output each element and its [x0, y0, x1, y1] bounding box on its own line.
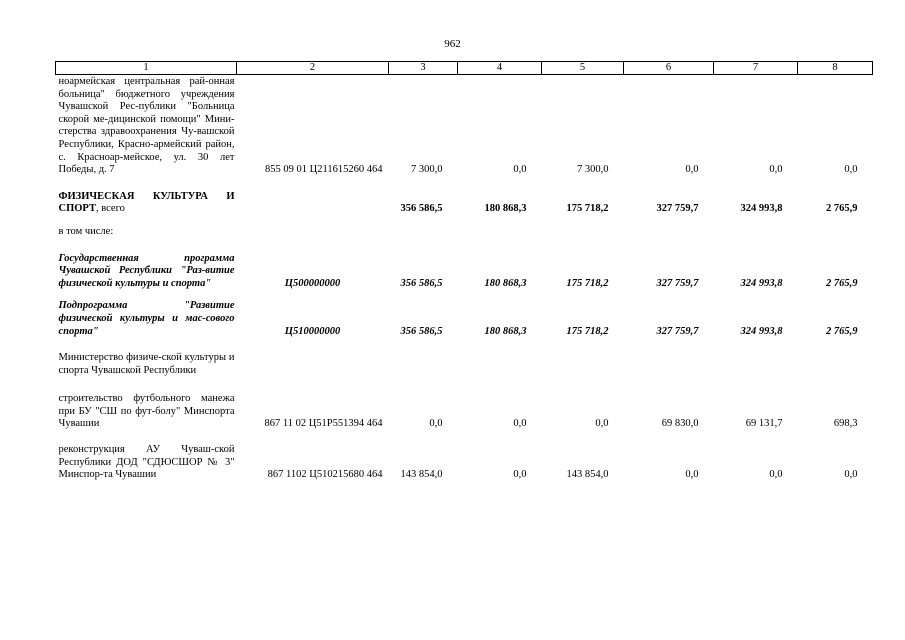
column-header: 2 — [237, 62, 389, 75]
column-header: 1 — [56, 62, 237, 75]
row-value: 175 718,2 — [566, 203, 609, 215]
row-name: строительство футбольного манежа при БУ "СШ по фут-болу" Минспорта Чувашии — [58, 393, 235, 430]
row-code: 867 11 02 Ц51Р551394 464 — [264, 418, 383, 430]
row-name: Государственная программа Чувашской Республики "Раз-витие физической культуры и спорта" — [58, 252, 235, 289]
row-value: 0,0 — [844, 164, 858, 176]
table-row — [56, 253, 873, 291]
row-name: реконструкция АУ Чуваш-ской Республики ДОД "СДЮСШОР № 3" Минспор-та Чувашии — [58, 444, 235, 481]
section-title: ФИЗИЧЕСКАЯ КУЛЬТУРА И СПОРТ — [58, 190, 235, 215]
row-value: 698,3 — [833, 418, 858, 430]
row-name: в том числе: — [58, 225, 114, 237]
row-value: 2 765,9 — [826, 325, 858, 337]
row-value: 180 868,3 — [484, 325, 527, 337]
table-row — [56, 393, 873, 431]
row-name: Подпрограмма "Развитие физической культуры и мас-сового спорта" — [58, 300, 235, 337]
row-code — [237, 191, 389, 216]
column-header: 3 — [389, 62, 458, 75]
row-value: 2 765,9 — [826, 203, 858, 215]
row-value: 356 586,5 — [400, 203, 443, 215]
table-row — [56, 352, 873, 377]
row-code: 855 09 01 Ц211615260 464 — [265, 164, 383, 176]
row-value: 69 131,7 — [745, 418, 783, 430]
column-header: 8 — [798, 62, 873, 75]
row-value: 0,0 — [429, 418, 443, 430]
row-value: 175 718,2 — [566, 277, 609, 289]
row-code: 867 1102 Ц510215680 464 — [267, 469, 383, 481]
table-row — [56, 75, 873, 177]
column-header: 4 — [458, 62, 542, 75]
row-value: 0,0 — [513, 469, 527, 481]
row-value: 0,0 — [844, 469, 858, 481]
row-name — [56, 191, 237, 216]
row-value: 0,0 — [513, 418, 527, 430]
row-value: 0,0 — [769, 164, 783, 176]
header-row — [56, 62, 873, 75]
row-name: Министерство физиче-ской культуры и спорта Чувашской Республики — [58, 352, 235, 376]
row-value: 0,0 — [769, 469, 783, 481]
table-row — [56, 300, 873, 338]
row-value: 0,0 — [513, 164, 527, 176]
page-number: 962 — [444, 38, 461, 50]
row-value: 327 759,7 — [656, 277, 699, 289]
row-value: 7 300,0 — [577, 164, 609, 176]
row-value: 143 854,0 — [566, 469, 609, 481]
section-suffix: , всего — [95, 203, 125, 215]
row-value: 324 993,8 — [740, 277, 783, 289]
row-value: 180 868,3 — [484, 277, 527, 289]
row-value: 327 759,7 — [656, 203, 699, 215]
budget-table — [55, 61, 873, 482]
row-value: 0,0 — [685, 164, 699, 176]
column-header: 6 — [624, 62, 714, 75]
table-row — [56, 191, 873, 216]
column-header: 7 — [714, 62, 798, 75]
row-value: 2 765,9 — [826, 277, 858, 289]
row-value: 175 718,2 — [566, 325, 609, 337]
row-name: ноармейская центральная рай-онная больница" бюджетного учреждения Чувашской Рес-публики "Больница скорой ме-дицинской помощи" Мини-стерства здравоохранения Чу-вашской Республики, Красно-армейский район, с. Красноар-мейское, ул. 30 лет Победы, д. 7 — [58, 76, 235, 176]
row-value: 0,0 — [595, 418, 609, 430]
column-header: 5 — [542, 62, 624, 75]
row-value: 0,0 — [685, 469, 699, 481]
row-value: 324 993,8 — [740, 325, 783, 337]
row-value: 356 586,5 — [400, 277, 443, 289]
row-value: 143 854,0 — [400, 469, 443, 481]
table-row — [56, 444, 873, 482]
row-value: 7 300,0 — [411, 164, 443, 176]
row-code: Ц510000000 — [284, 325, 341, 337]
row-code: Ц500000000 — [284, 277, 341, 289]
row-value: 356 586,5 — [400, 325, 443, 337]
row-value: 324 993,8 — [740, 203, 783, 215]
row-value: 180 868,3 — [484, 203, 527, 215]
row-value: 69 830,0 — [661, 418, 699, 430]
row-value: 327 759,7 — [656, 325, 699, 337]
table-row — [56, 226, 873, 239]
